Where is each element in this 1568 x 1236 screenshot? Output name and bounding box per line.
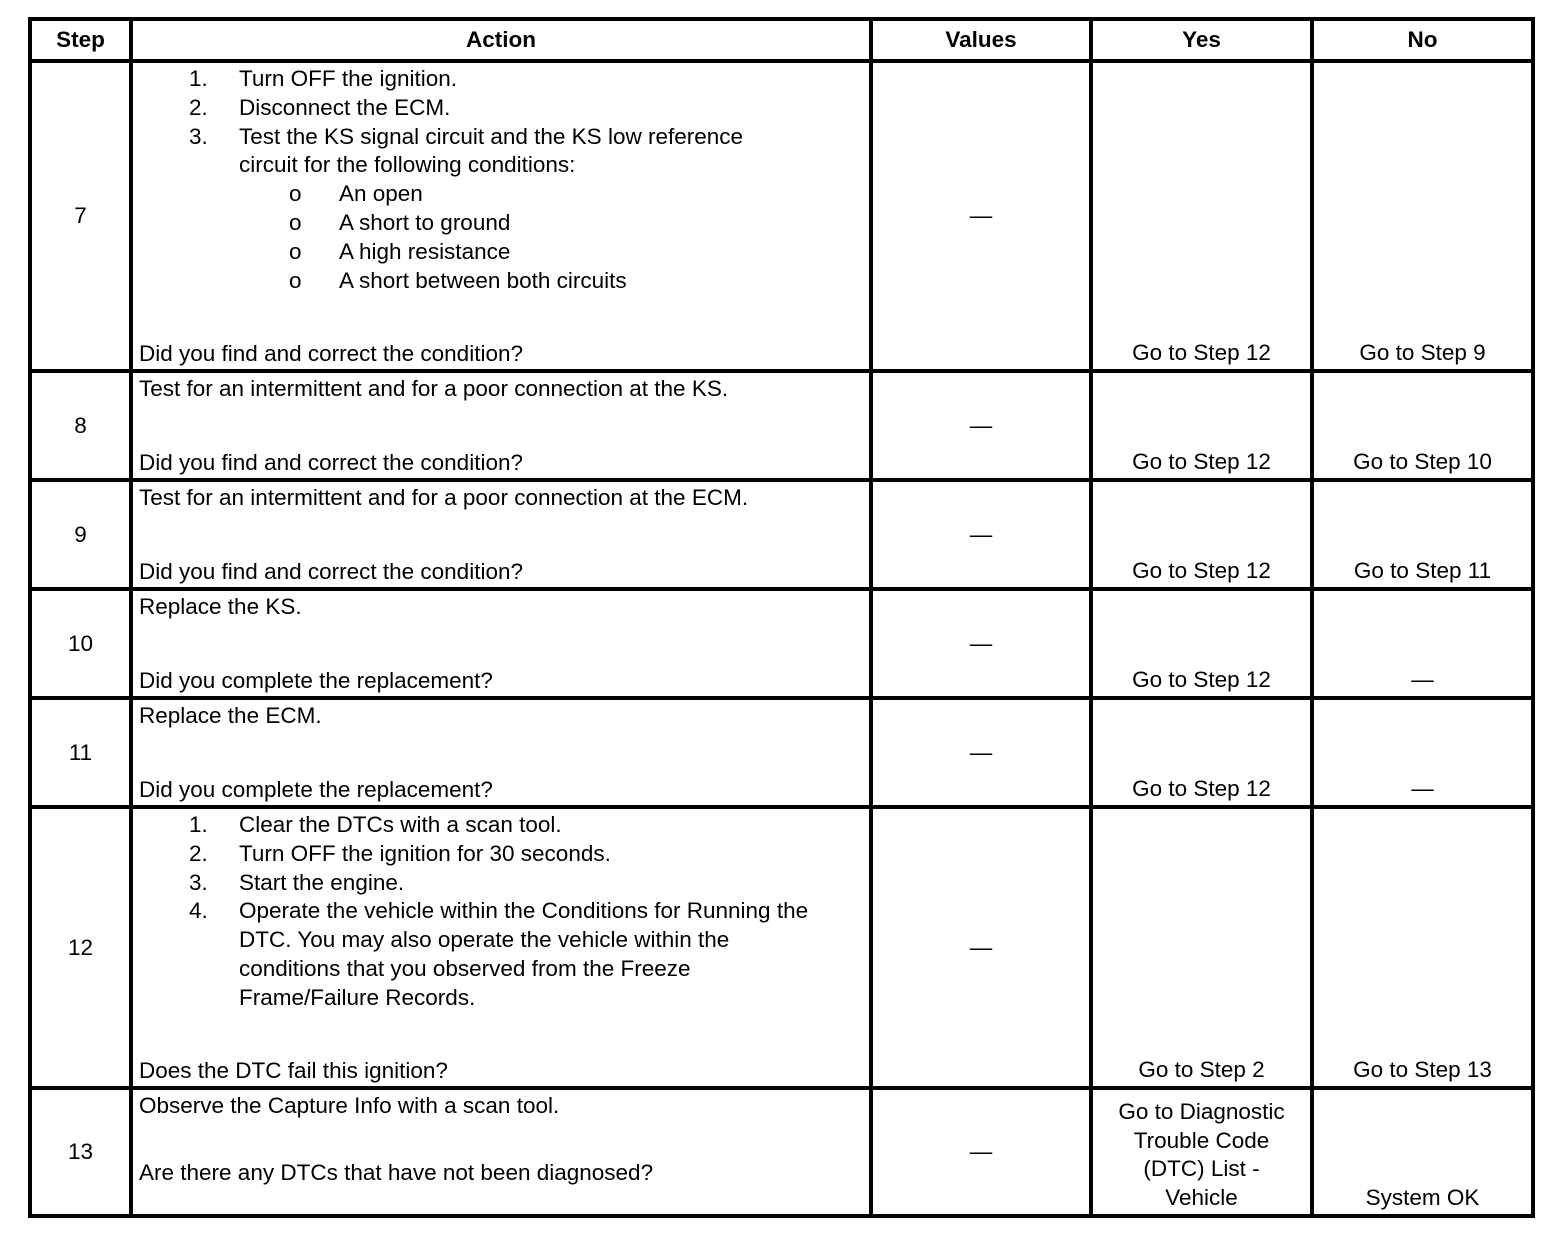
action-text: Replace the ECM. [139, 703, 322, 728]
header-values: Values [871, 19, 1091, 61]
action-cell [131, 480, 871, 589]
list-text: An open [339, 181, 423, 207]
step-list [139, 811, 863, 1013]
no-cell: — [1312, 589, 1533, 698]
step-number: 8 [30, 371, 131, 480]
bullet: o [289, 209, 302, 235]
no-cell: Go to Step 11 [1312, 480, 1533, 589]
step-number: 9 [30, 480, 131, 589]
question: Did you find and correct the condition? [139, 341, 523, 367]
no-cell: Go to Step 9 [1312, 61, 1533, 371]
action-cell [131, 698, 871, 807]
step-number: 11 [30, 698, 131, 807]
step-number: 10 [30, 589, 131, 698]
yes-cell: Go to Step 12 [1091, 61, 1312, 371]
list-item [139, 897, 863, 1012]
table-row [30, 61, 1533, 371]
list-item [139, 840, 863, 869]
step-number: 12 [30, 807, 131, 1088]
question: Did you find and correct the condition? [139, 559, 523, 585]
yes-cell: Go to Step 12 [1091, 480, 1312, 589]
bullet: o [289, 267, 302, 293]
list-text: Disconnect the ECM. [239, 94, 451, 120]
list-text: A high resistance [339, 238, 511, 264]
list-text: Turn OFF the ignition for 30 seconds. [239, 840, 611, 866]
list-text: Start the engine. [239, 869, 405, 895]
table-row [30, 1088, 1533, 1216]
question: Does the DTC fail this ignition? [139, 1058, 448, 1084]
header-yes: Yes [1091, 19, 1312, 61]
values-cell: — [871, 61, 1091, 371]
list-text: A short to ground [339, 209, 511, 235]
list-item [139, 180, 863, 209]
list-item [139, 65, 863, 94]
step-list [139, 65, 863, 180]
yes-cell: Go to Diagnostic Trouble Code (DTC) List - Vehicle [1091, 1088, 1312, 1216]
header-row [30, 19, 1533, 61]
question: Are there any DTCs that have not been diagnosed? [139, 1159, 654, 1185]
yes-cell: Go to Step 12 [1091, 589, 1312, 698]
values-cell: — [871, 1088, 1091, 1216]
condition-list [139, 180, 863, 295]
no-cell: — [1312, 698, 1533, 807]
action-cell [131, 1088, 871, 1216]
list-text: Turn OFF the ignition. [239, 66, 458, 91]
list-item [139, 123, 863, 181]
diagnostic-table [28, 17, 1535, 1218]
action-text: Test for an intermittent and for a poor connection at the KS. [139, 376, 729, 401]
list-number: 2. [189, 94, 208, 120]
header-step: Step [30, 19, 131, 61]
list-number: 1. [189, 66, 208, 91]
values-cell: — [871, 807, 1091, 1088]
step-number: 7 [30, 61, 131, 371]
list-number: 3. [189, 869, 208, 895]
no-cell: Go to Step 13 [1312, 807, 1533, 1088]
action-text: Test for an intermittent and for a poor connection at the ECM. [139, 485, 749, 510]
values-cell: — [871, 371, 1091, 480]
list-item [139, 94, 863, 123]
list-item [139, 209, 863, 238]
list-text: Clear the DTCs with a scan tool. [239, 812, 562, 837]
table-row [30, 807, 1533, 1088]
list-item [139, 267, 863, 296]
bullet: o [289, 181, 302, 207]
values-cell: — [871, 480, 1091, 589]
values-cell: — [871, 589, 1091, 698]
table-row [30, 371, 1533, 480]
action-cell [131, 371, 871, 480]
yes-cell: Go to Step 12 [1091, 371, 1312, 480]
action-cell [131, 589, 871, 698]
list-item [139, 238, 863, 267]
list-item [139, 811, 863, 840]
list-text: Operate the vehicle within the Conditions for Running the DTC. You may also operate the vehicle within the conditions that you observed from the Freeze Frame/Failure Records. [239, 898, 809, 1010]
table-row [30, 589, 1533, 698]
list-number: 2. [189, 840, 208, 866]
no-cell: Go to Step 10 [1312, 371, 1533, 480]
values-cell: — [871, 698, 1091, 807]
action-cell [131, 807, 871, 1088]
list-number: 3. [189, 123, 208, 149]
yes-cell: Go to Step 12 [1091, 698, 1312, 807]
table-row [30, 480, 1533, 589]
header-no: No [1312, 19, 1533, 61]
action-cell [131, 61, 871, 371]
list-text: A short between both circuits [339, 267, 627, 293]
list-number: 1. [189, 812, 208, 837]
list-text: Test the KS signal circuit and the KS low reference circuit for the following conditions: [239, 123, 744, 178]
yes-cell: Go to Step 2 [1091, 807, 1312, 1088]
question: Did you complete the replacement? [139, 668, 493, 694]
step-number: 13 [30, 1088, 131, 1216]
bullet: o [289, 238, 302, 264]
table-row [30, 698, 1533, 807]
list-number: 4. [189, 898, 208, 924]
question: Did you find and correct the condition? [139, 450, 523, 476]
question: Did you complete the replacement? [139, 777, 493, 803]
no-cell: System OK [1312, 1088, 1533, 1216]
action-text: Observe the Capture Info with a scan tool. [139, 1093, 560, 1118]
header-action: Action [131, 19, 871, 61]
action-text: Replace the KS. [139, 594, 302, 619]
list-item [139, 869, 863, 898]
